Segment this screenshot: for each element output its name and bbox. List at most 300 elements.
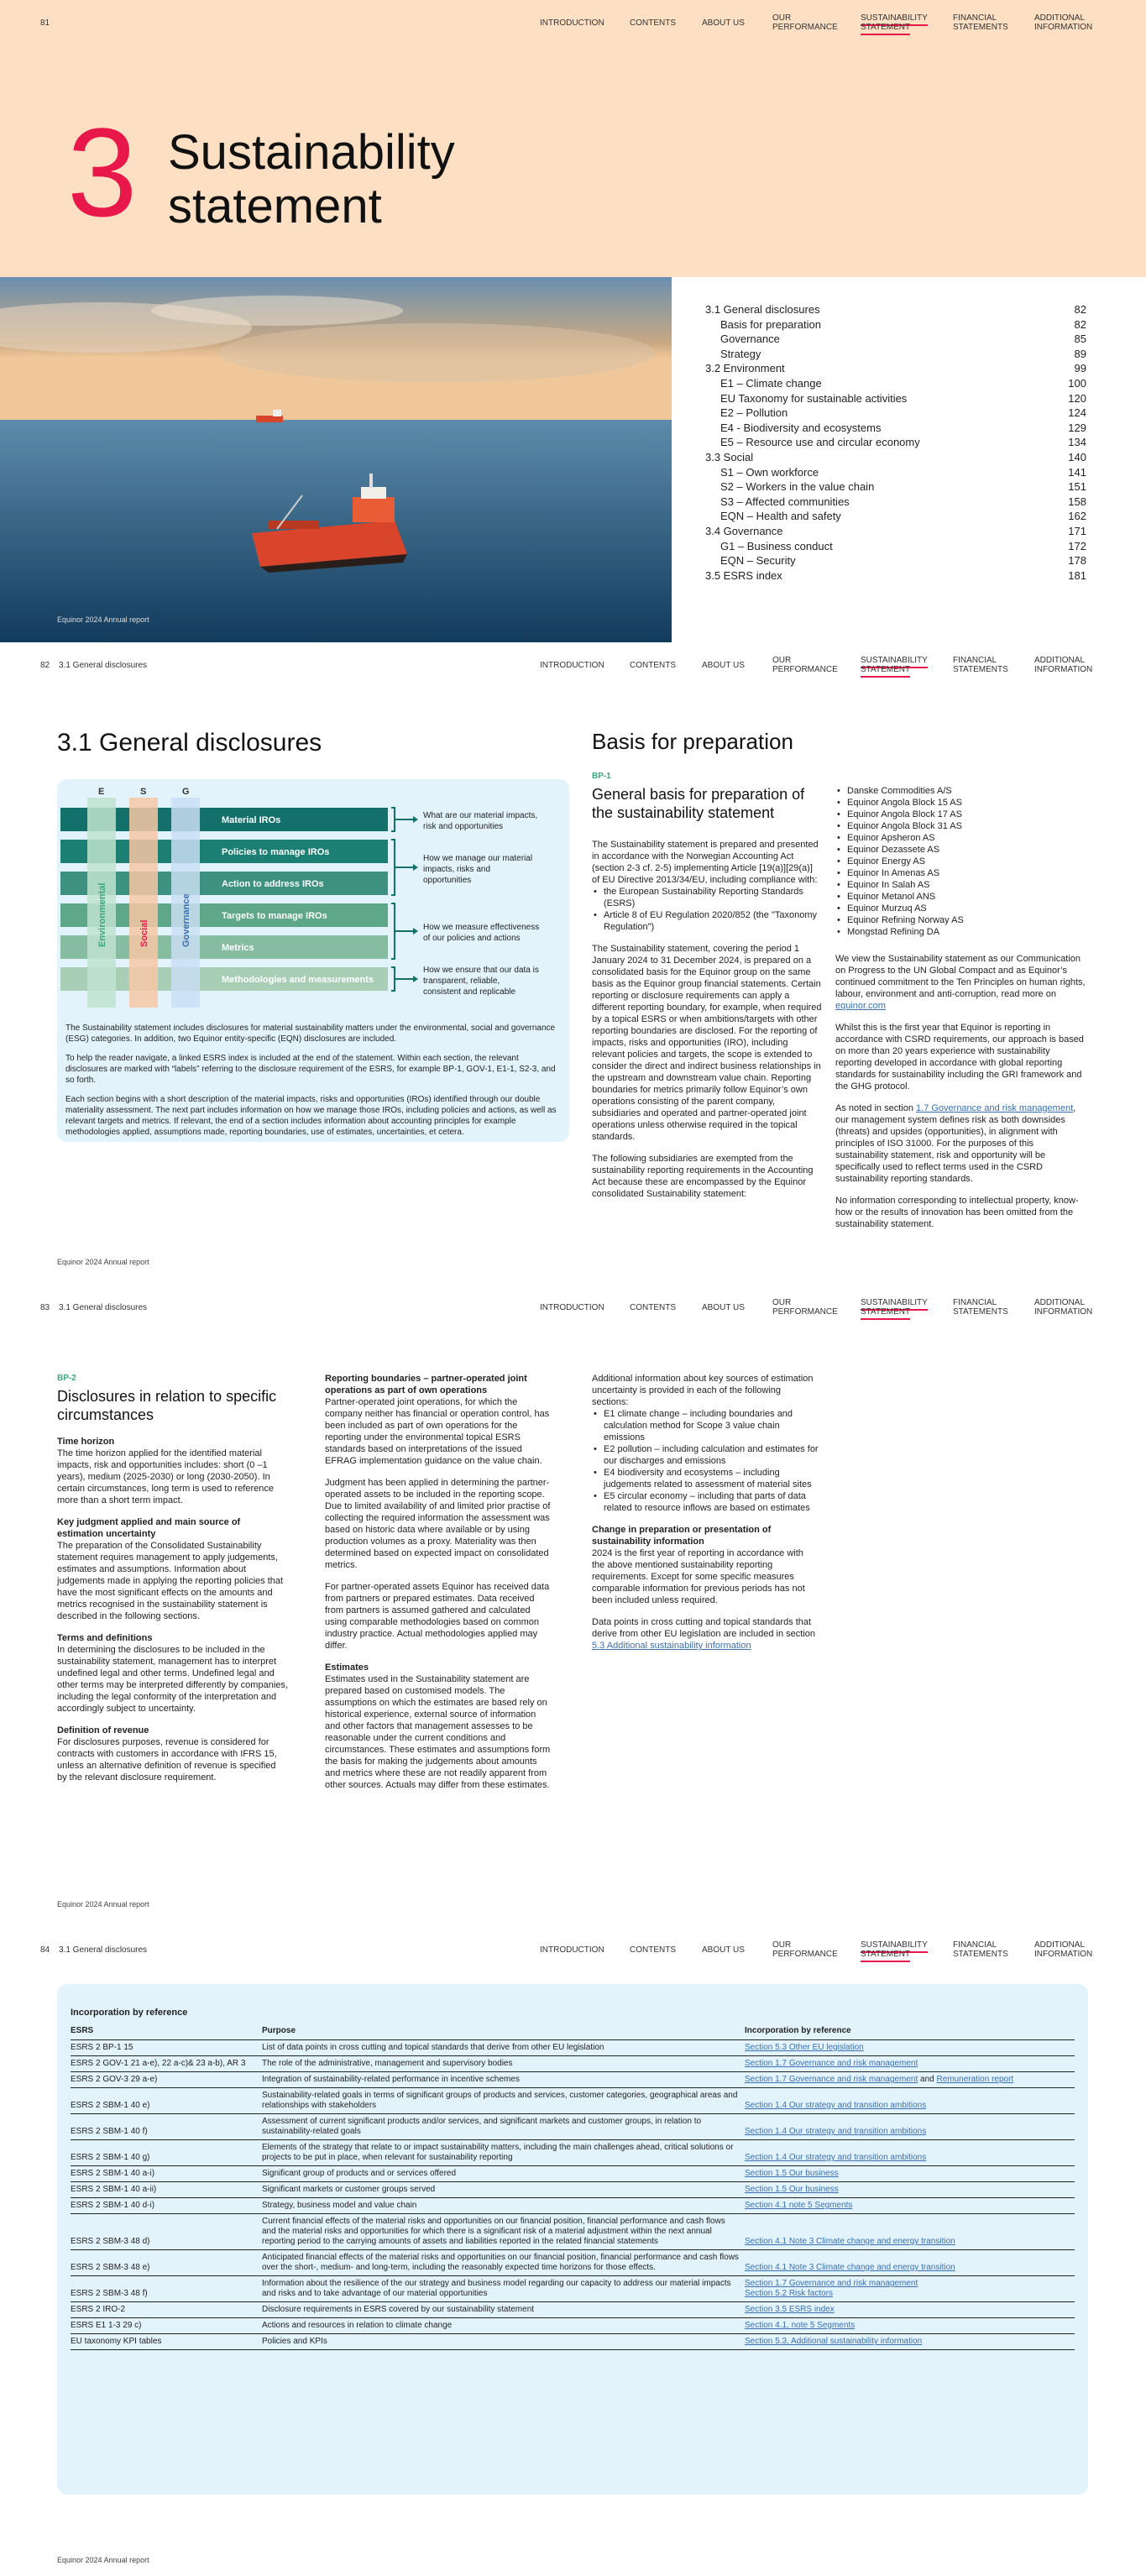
toc-page: 171	[1068, 524, 1086, 537]
nav-label-line: INFORMATION	[1034, 665, 1093, 674]
reference-link[interactable]: Section 1.4 Our strategy and transition ambitions	[745, 2153, 927, 2162]
nav-label-line: STATEMENTS	[953, 1950, 1008, 1959]
esrs-cell: ESRS 2 GOV-1 21 a-e), 22 a-c)& 23 a-b), AR 3	[71, 2056, 262, 2072]
photo-caption: Equinor 2024 Annual report	[57, 615, 149, 624]
toc-entry[interactable]	[705, 361, 1086, 376]
nav-item-4[interactable]	[772, 1940, 838, 1959]
column-letter: E	[98, 787, 105, 797]
toc-page: 151	[1068, 480, 1086, 494]
nav-item-4[interactable]	[772, 1298, 838, 1317]
toc-page: 140	[1068, 450, 1086, 463]
column-letter: G	[182, 787, 190, 797]
disclosure-tag: BP-1	[592, 772, 611, 781]
bp2-subheading: Disclosures in relation to specific circumstances	[57, 1388, 277, 1423]
nav-item-label	[861, 1940, 928, 1962]
nav-item-label	[1034, 13, 1092, 32]
esrs-cell: ESRS 2 SBM-1 40 g)	[71, 2140, 262, 2166]
reference-link[interactable]: Section 1.7 Governance and risk management	[745, 2075, 918, 2084]
reference-link[interactable]: Section 4.1 note 5 Segments	[745, 2201, 853, 2210]
bp-subheading: General basis for preparation of the sustainability statement	[592, 786, 805, 821]
reference-cell	[745, 2276, 1075, 2302]
toc-page: 181	[1068, 568, 1086, 582]
nav-label-line: INTRODUCTION	[540, 1303, 604, 1312]
bullet-item: • Article 8 of EU Regulation 2020/852 (the "Taxonomy Regulation")	[592, 909, 823, 933]
toc-label: Governance	[720, 332, 780, 346]
purpose-cell: Information about the resilience of the our strategy and business model regarding our capacity to address our material impacts and risks and to take advantage of our material opportunities	[262, 2276, 745, 2302]
nav-label-line: ABOUT US	[702, 1945, 745, 1955]
arrow-icon	[413, 928, 418, 935]
nav-item-label	[702, 18, 745, 28]
diagram-bar-label: Methodologies and measurements	[222, 975, 374, 985]
reference-cell	[745, 2072, 1075, 2088]
footer: Equinor 2024 Annual report	[57, 1900, 149, 1908]
c1-paragraph: For disclosures purposes, revenue is considered for contracts with customers in accordance with IFRS 15, unless an alternative definition of revenue is specified by the relevant disclosure requirement.	[57, 1737, 277, 1783]
toc-entry[interactable]	[705, 539, 1086, 554]
nav-item-label	[630, 1303, 676, 1312]
table-row	[71, 2334, 1075, 2350]
table-of-contents	[705, 302, 1086, 583]
diagram-question: How we measure effectiveness of our policies and actions	[423, 923, 540, 943]
nav-item-label	[861, 1298, 928, 1320]
section-label: 3.1 General disclosures	[59, 661, 148, 670]
nav-item-label	[772, 1940, 838, 1959]
diagram-bar-label: Metrics	[222, 943, 254, 953]
r-paragraph: Whilst this is the first year that Equinor is reporting in accordance with CSRD requirements, our approach is based on more than 20 years experience with sustainability reporting developed in accordance with global reporting standards for sustainability including the GRI framework and the GHG protocol.	[835, 1023, 1084, 1092]
toc-entry[interactable]	[705, 465, 1086, 480]
table-row	[71, 2088, 1075, 2114]
c1-paragraph: In determining the disclosures to be included in the sustainability statement, management has to interpret undefined legal and other terms. Undefined legal and other terms may be interpreted differently by companies, including the legal conformity of the interpretation and accordingly subject to uncertainty.	[57, 1645, 288, 1714]
purpose-cell: Strategy, business model and value chain	[262, 2198, 745, 2214]
toc-entry[interactable]	[705, 479, 1086, 495]
subsidiary-item: • Equinor Metanol ANS	[835, 891, 1087, 903]
toc-label: 3.1 General disclosures	[705, 303, 820, 316]
r-paragraph: We view the Sustainability statement as our Communication on Progress to the UN Global Compact and as Equinor’s continued commitment to the Ten Principles on human rights, labour, environment and anti-corruption, read more on equinor.com	[835, 954, 1086, 1011]
page-81	[0, 0, 1146, 642]
page-number: 82	[40, 661, 50, 670]
diagram-bar-label: Material IROs	[222, 815, 281, 825]
reference-cell	[745, 2140, 1075, 2166]
toc-entry[interactable]	[705, 332, 1086, 347]
top-nav	[0, 642, 1146, 688]
nav-item-3[interactable]	[702, 18, 745, 28]
c2-paragraph: Partner-operated joint operations, for which the company neither has financial or operation control, has been included as part of own operations for the reporting under the environmental topical ESRS standards based on interpretations of the issued EFRAG implementation guidance on the value chain.	[325, 1397, 550, 1466]
nav-item-4[interactable]	[772, 13, 838, 32]
toc-entry[interactable]	[705, 406, 1086, 421]
nav-item-label	[953, 1940, 1008, 1959]
subsidiary-item: • Equinor Angola Block 31 AS	[835, 820, 1087, 832]
purpose-cell: Elements of the strategy that relate to or impact sustainability matters, including the main challenges ahead, critical solutions or projects to be put in place, when relevant for sustainability reporting	[262, 2140, 745, 2166]
page-84	[0, 1927, 1146, 2576]
nav-label-line: STATEMENT	[861, 23, 911, 32]
table-row	[71, 2140, 1075, 2166]
c3-paragraph: Data points in cross cutting and topical standards that derive from other EU legislation are included in section 5.3 Additional sustainability information	[592, 1617, 815, 1651]
nav-label-line: OUR	[772, 656, 792, 665]
page-83	[0, 1285, 1146, 1927]
reference-cell	[745, 2334, 1075, 2350]
toc-label: EQN – Health and safety	[720, 510, 841, 523]
nav-item-2[interactable]	[630, 18, 676, 28]
nav-label-line: INTRODUCTION	[540, 1945, 604, 1955]
nav-item-label	[1034, 1298, 1092, 1317]
reference-cell	[745, 2214, 1075, 2250]
bp-paragraph: The Sustainability statement, covering the period 1 January 2024 to 31 December 2024, is prepared on a consolidated basis for the Equinor group on the same basis as the Equinor group financial statements. Certain reporting or disclosure requirements can apply a different reporting boundary, for example, when required by a topical ESRS or when ambitions/targets with other reporting boundaries are disclosed. For the reporting of impacts, risks and opportunities (IRO), including relevant policies and targets, the scope is extended to consider the direct and indirect business relationships in the upstream and downstream value chain. Reporting boundaries for metrics primarily follow Equinor’s own operations consisting of the parent company, subsidiaries and operated and partner-operated joint operations unless otherwise required in the topical standards.	[592, 944, 822, 1142]
nav-label-line: OUR	[772, 1298, 792, 1307]
reference-link[interactable]: Section 4.1 Note 3 Climate change and energy transition	[745, 2237, 955, 2246]
c1-heading: Terms and definitions	[57, 1633, 153, 1643]
nav-item-label	[540, 18, 604, 28]
change-heading: Change in preparation or presentation of sustainability information	[592, 1525, 772, 1547]
reference-link[interactable]: Section 1.7 Governance and risk management	[745, 2059, 918, 2068]
section-label: 3.1 General disclosures	[59, 1945, 148, 1955]
table-row	[71, 2318, 1075, 2334]
page-number: 81	[40, 18, 50, 28]
toc-label: EU Taxonomy for sustainable activities	[720, 391, 908, 405]
purpose-cell: Disclosure requirements in ESRS covered by our sustainability statement	[262, 2302, 745, 2318]
nav-label-line: SUSTAINABILITY	[861, 13, 928, 23]
nav-item-label	[772, 1298, 838, 1317]
diagram-question: How we ensure that our data is transparent, reliable, consistent and replicable	[423, 966, 539, 997]
toc-label: 3.2 Environment	[705, 362, 785, 375]
toc-entry[interactable]	[705, 421, 1086, 436]
nav-label-line: STATEMENTS	[953, 665, 1008, 674]
nav-label-line: ABOUT US	[702, 1303, 745, 1312]
reference-link[interactable]: Section 1.5 Our business	[745, 2185, 839, 2194]
toc-label: Strategy	[720, 347, 761, 360]
nav-label-line: FINANCIAL	[953, 13, 997, 23]
nav-label-line: ADDITIONAL	[1034, 1298, 1086, 1307]
diagram-bar-label: Targets to manage IROs	[222, 911, 327, 921]
footer: Equinor 2024 Annual report	[57, 1258, 149, 1266]
esg-diagram	[57, 779, 569, 1023]
purpose-cell: Significant markets or customer groups served	[262, 2182, 745, 2198]
nav-label-line: CONTENTS	[630, 1303, 676, 1312]
table-row	[71, 2198, 1075, 2214]
subsidiary-item: • Equinor In Salah AS	[835, 879, 1087, 891]
reference-cell	[745, 2166, 1075, 2182]
toc-entry[interactable]	[705, 509, 1086, 524]
page-82	[0, 642, 1146, 1285]
nav-label-line: CONTENTS	[630, 1945, 676, 1955]
nav-label-line: ABOUT US	[702, 661, 745, 670]
nav-item-7[interactable]	[1034, 13, 1092, 32]
subsidiary-item: • Equinor Apsheron AS	[835, 832, 1087, 844]
esrs-cell: ESRS 2 SBM-1 40 a-ii)	[71, 2182, 262, 2198]
esrs-cell: ESRS 2 SBM-1 40 f)	[71, 2114, 262, 2140]
nav-item-label	[861, 13, 928, 35]
col-header: Purpose	[262, 2023, 745, 2040]
esrs-cell: ESRS 2 SBM-1 40 e)	[71, 2088, 262, 2114]
reference-link[interactable]: Section 4.1 Note 3 Climate change and energy transition	[745, 2263, 955, 2272]
toc-entry[interactable]	[705, 495, 1086, 510]
toc-page: 85	[1074, 332, 1086, 346]
nav-label-line: FINANCIAL	[953, 1940, 997, 1950]
bp-heading: Basis for preparation	[592, 729, 793, 754]
reference-cell	[745, 2250, 1075, 2276]
column-label: Governance	[181, 893, 191, 947]
esrs-cell: EU taxonomy KPI tables	[71, 2334, 262, 2350]
toc-page: 134	[1068, 436, 1086, 449]
section-label: 3.1 General disclosures	[59, 1303, 148, 1312]
nav-item-3[interactable]	[702, 1945, 745, 1955]
disclosure-tag: BP-2	[57, 1374, 76, 1383]
toc-entry[interactable]	[705, 302, 1086, 317]
bracket	[391, 903, 413, 959]
arrow-icon	[413, 976, 418, 982]
c3-paragraph: Additional information about key sources of estimation uncertainty is provided in each of the following sections:	[592, 1374, 814, 1407]
toc-page: 82	[1074, 317, 1086, 331]
subsidiary-item: • Danske Commodities A/S	[835, 785, 1087, 797]
nav-item-label	[953, 1298, 1008, 1317]
bullet-item: • the European Sustainability Reporting Standards (ESRS)	[592, 886, 823, 909]
nav-item-1[interactable]	[540, 1945, 604, 1955]
nav-label-line: ADDITIONAL	[1034, 1940, 1086, 1950]
bracket	[391, 840, 413, 895]
subsidiary-item: • Equinor Refining Norway AS	[835, 914, 1087, 926]
nav-label-line: OUR	[772, 13, 792, 23]
toc-label: G1 – Business conduct	[720, 539, 833, 552]
toc-entry[interactable]	[705, 450, 1086, 465]
subsidiary-item: • Equinor Dezassete AS	[835, 844, 1087, 856]
toc-entry[interactable]	[705, 376, 1086, 391]
reference-cell	[745, 2088, 1075, 2114]
reference-cell	[745, 2114, 1075, 2140]
toc-entry[interactable]	[705, 317, 1086, 332]
c2-paragraph: Estimates used in the Sustainability statement are prepared based on customised models. The assumptions on which the estimates are based rely on historical experience, external source of information and other factors that management assesses to be reasonable under the current conditions and circumstances. These estimates and assumptions form the basis for making the judgements about amounts and metrics where these are not readily apparent from other sources. Actuals may differ from these estimates.	[325, 1674, 551, 1790]
nav-label-line: FINANCIAL	[953, 656, 997, 665]
bullet-item: • E2 pollution – including calculation and estimates for our discharges and emissions	[592, 1443, 819, 1467]
nav-item-2[interactable]	[630, 1303, 676, 1312]
nav-item-6[interactable]	[953, 13, 1008, 32]
nav-label-line: STATEMENT	[861, 665, 911, 674]
reference-cell	[745, 2318, 1075, 2334]
reference-cell	[745, 2182, 1075, 2198]
nav-label-line: INTRODUCTION	[540, 18, 604, 28]
col-header: Incorporation by reference	[745, 2023, 1075, 2040]
toc-label: S3 – Affected communities	[720, 495, 850, 508]
column-label: Social	[139, 919, 149, 947]
c2-heading: Reporting boundaries – partner-operated joint operations as part of own operations	[325, 1374, 527, 1395]
toc-page: 99	[1074, 362, 1086, 375]
r-paragraph: As noted in section 1.7 Governance and risk management, our management system defines risk as both downsides (threats) and upsides (opportunities), in alignment with principles of ISO 31000. For the purposes of this sustainability statement, risk and opportunity will be specifically used to reflect terms used in the CSRD sustainability reporting standards.	[835, 1103, 1076, 1184]
nav-item-5[interactable]	[861, 656, 928, 674]
c1-heading: Time horizon	[57, 1437, 115, 1447]
toc-label: S1 – Own workforce	[720, 465, 819, 479]
c1-heading: Definition of revenue	[57, 1725, 149, 1736]
nav-item-2[interactable]	[630, 1945, 676, 1955]
toc-label: 3.3 Social	[705, 450, 754, 463]
purpose-cell: Integration of sustainability-related performance in incentive schemes	[262, 2072, 745, 2088]
nav-item-5[interactable]	[861, 1298, 928, 1317]
nav-item-label	[540, 1945, 604, 1955]
toc-page: 172	[1068, 539, 1086, 552]
c1-heading: Key judgment applied and main source of estimation uncertainty	[57, 1517, 241, 1539]
diagram-panel	[57, 779, 569, 1142]
reference-panel	[57, 1984, 1088, 2495]
page-number: 83	[40, 1303, 50, 1312]
estimates-heading: Estimates	[325, 1662, 369, 1673]
diagram-bar-label: Policies to manage IROs	[222, 847, 330, 857]
nav-label-line: ABOUT US	[702, 18, 745, 28]
bp-paragraph: The following subsidiaries are exempted from the sustainability reporting requirements in the Accounting Act because these are encompassed by the Equinor consolidated Sustainability statement:	[592, 1154, 814, 1199]
nav-item-label	[702, 1945, 745, 1955]
section-heading: 3.1 General disclosures	[57, 729, 322, 757]
toc-label: E4 - Biodiversity and ecosystems	[720, 421, 882, 434]
page-number: 84	[40, 1945, 50, 1955]
footer: Equinor 2024 Annual report	[57, 2556, 149, 2564]
reference-table	[71, 2023, 1075, 2350]
vessel-photo	[0, 277, 672, 642]
reference-link[interactable]: Section 1.7 Governance and risk management	[745, 2279, 918, 2288]
esrs-cell: ESRS 2 GOV-3 29 a-e)	[71, 2072, 262, 2088]
purpose-cell: List of data points in cross cutting and topical standards that derive from other EU legislation	[262, 2040, 745, 2056]
toc-entry[interactable]	[705, 391, 1086, 406]
subsidiary-item: • Equinor Murzuq AS	[835, 903, 1087, 914]
nav-item-2[interactable]	[630, 661, 676, 670]
purpose-cell: Current financial effects of the material risks and opportunities on our financial position, financial performance and cash flows and the material risks and opportunities for which there is a significant risk of a material adjustment within the next annual reporting period to the carrying amounts of assets and liabilities reported in the related financial statements	[262, 2214, 745, 2250]
panel-paragraph: Each section begins with a short description of the material impacts, risks and opportunities (IROs) identified through our double materiality assessment. The next part includes information on how we manage those IROs, including policies and actions, as well as relevant targets and metrics. If relevant, the end of a section includes information about accounting principles for example methodologies applied, assumptions made, reporting boundaries, use of estimates, uncertainties, et cetera.	[65, 1095, 557, 1137]
toc-label: E2 – Pollution	[720, 406, 788, 420]
toc-page: 162	[1068, 510, 1086, 523]
toc-page: 82	[1074, 303, 1086, 316]
nav-item-6[interactable]	[953, 656, 1008, 674]
toc-label: 3.5 ESRS index	[705, 568, 782, 582]
subsidiary-item: • Equinor In Amenas AS	[835, 867, 1087, 879]
nav-item-label	[630, 661, 676, 670]
toc-label: S2 – Workers in the value chain	[720, 480, 875, 494]
reference-cell	[745, 2056, 1075, 2072]
esrs-cell: ESRS 2 SBM-3 48 d)	[71, 2214, 262, 2250]
nav-label-line: INFORMATION	[1034, 1950, 1093, 1959]
table-row	[71, 2182, 1075, 2198]
nav-item-label	[861, 656, 928, 678]
toc-page: 129	[1068, 421, 1086, 434]
nav-item-label	[540, 661, 604, 670]
nav-item-6[interactable]	[953, 1940, 1008, 1959]
toc-label: EQN – Security	[720, 554, 796, 568]
equinor-link[interactable]: equinor.com	[835, 1001, 886, 1011]
nav-label-line: INFORMATION	[1034, 1307, 1093, 1317]
toc-page: 120	[1068, 391, 1086, 405]
nav-item-1[interactable]	[540, 1303, 604, 1312]
nav-item-3[interactable]	[702, 1303, 745, 1312]
table-row	[71, 2056, 1075, 2072]
panel-paragraph: To help the reader navigate, a linked ESRS index is included at the end of the statement. Within each section, the relevant disclosures are marked with “labels” referring to the disclosure requirement of the ESRS, for example BP-1, GOV-1, E1-1, S2-3, and so forth.	[65, 1054, 556, 1085]
nav-item-3[interactable]	[702, 661, 745, 670]
subsidiary-item: • Mongstad Refining DA	[835, 926, 1087, 938]
governance-link[interactable]: 1.7 Governance and risk management	[916, 1103, 1074, 1113]
additional-info-link[interactable]: 5.3 Additional sustainability information	[592, 1641, 751, 1651]
nav-label-line: SUSTAINABILITY	[861, 1940, 928, 1950]
toc-entry[interactable]	[705, 435, 1086, 450]
toc-entry[interactable]	[705, 524, 1086, 539]
panel-paragraph: The Sustainability statement includes disclosures for material sustainability matters under the environmental, social and governance (ESG) categories. In addition, two Equinor entity-specific (EQN) disclosures are included.	[65, 1024, 556, 1044]
toc-label: 3.4 Governance	[705, 524, 783, 537]
nav-item-6[interactable]	[953, 1298, 1008, 1317]
purpose-cell: Policies and KPIs	[262, 2334, 745, 2350]
reference-link[interactable]: Section 1.5 Our business	[745, 2169, 839, 2178]
nav-item-1[interactable]	[540, 18, 604, 28]
nav-item-label	[540, 1303, 604, 1312]
nav-label-line: STATEMENTS	[953, 23, 1008, 32]
column-letter: S	[140, 787, 147, 797]
bracket	[391, 808, 413, 831]
diagram-question: How we manage our material impacts, risks and opportunities	[423, 854, 533, 885]
nav-item-7[interactable]	[1034, 1940, 1092, 1959]
diagram-bar-label: Action to address IROs	[222, 879, 324, 889]
nav-item-label	[702, 1303, 745, 1312]
reference-link[interactable]: Section 1.4 Our strategy and transition ambitions	[745, 2101, 927, 2110]
table-row	[71, 2166, 1075, 2182]
toc-page: 100	[1068, 376, 1086, 390]
table-row	[71, 2114, 1075, 2140]
top-nav	[0, 1285, 1146, 1330]
toc-label: E5 – Resource use and circular economy	[720, 436, 920, 449]
esrs-cell: ESRS E1 1-3 29 c)	[71, 2318, 262, 2334]
esrs-cell: ESRS 2 SBM-3 48 e)	[71, 2250, 262, 2276]
r-paragraph: No information corresponding to intellectual property, know-how or the results of innovation has been omitted from the sustainability statement.	[835, 1196, 1079, 1229]
reference-link[interactable]: Section 5.2 Risk factors	[745, 2289, 834, 2298]
esrs-cell: ESRS 2 SBM-3 48 f)	[71, 2276, 262, 2302]
subsidiary-item: • Equinor Angola Block 15 AS	[835, 797, 1087, 809]
nav-item-label	[1034, 656, 1092, 674]
nav-item-1[interactable]	[540, 661, 604, 670]
nav-item-7[interactable]	[1034, 1298, 1092, 1317]
esrs-cell: ESRS 2 SBM-1 40 d-i)	[71, 2198, 262, 2214]
nav-label-line: PERFORMANCE	[772, 1307, 838, 1317]
nav-label-line: PERFORMANCE	[772, 1950, 838, 1959]
nav-item-5[interactable]	[861, 1940, 928, 1959]
column-social	[129, 798, 158, 1008]
toc-entry[interactable]	[705, 568, 1086, 584]
nav-item-5[interactable]	[861, 13, 928, 32]
subsidiary-item: • Equinor Angola Block 17 AS	[835, 809, 1087, 820]
nav-item-7[interactable]	[1034, 656, 1092, 674]
nav-label-line: INFORMATION	[1034, 23, 1093, 32]
column-label: Environmental	[97, 882, 107, 947]
c3-paragraph: 2024 is the first year of reporting in accordance with the above mentioned sustainability reporting requirements. Except for some specific measures comparable information for previous periods has not been included unless required.	[592, 1548, 805, 1605]
reference-link[interactable]: Remuneration report	[936, 2075, 1014, 2084]
toc-page: 158	[1068, 495, 1086, 508]
reference-link[interactable]: Section 1.4 Our strategy and transition ambitions	[745, 2127, 927, 2136]
bracket	[391, 967, 413, 991]
table-row	[71, 2250, 1075, 2276]
nav-item-4[interactable]	[772, 656, 838, 674]
toc-page: 89	[1074, 347, 1086, 360]
reference-link[interactable]: Section 3.5 ESRS index	[745, 2305, 835, 2314]
toc-entry[interactable]	[705, 347, 1086, 362]
c2-paragraph: Judgment has been applied in determining the partner-operated assets to be included in the reporting scope. Due to limited availability of and limited prior practise of collecting the required information the assessment was based on historic data where available or by using production volumes as a proxy. Materiality was then determined based on expected impact on consolidated metrics.	[325, 1478, 551, 1570]
nav-item-label	[772, 13, 838, 32]
nav-item-label	[702, 661, 745, 670]
reference-link[interactable]: Section 4.1, note 5 Segments	[745, 2321, 856, 2330]
bp-paragraph: The Sustainability statement is prepared and presented in accordance with the Norwegian Accounting Act (section 2-3 cf. 2-5) implementing Article [19(a)][29(a)] of EU Directive 2013/34/EU, including compliance with:	[592, 840, 819, 885]
nav-label-line: SUSTAINABILITY	[861, 656, 928, 665]
nav-item-label	[630, 1945, 676, 1955]
toc-entry[interactable]	[705, 553, 1086, 568]
table-row	[71, 2276, 1075, 2302]
nav-label-line: STATEMENT	[861, 1950, 911, 1959]
top-nav	[0, 1927, 1146, 1972]
nav-item-label	[630, 18, 676, 28]
c2-paragraph: For partner-operated assets Equinor has received data from partners or prepared estimates. Data received from partners is assumed gathered and calculated using comparable methodologies based on common industry practice. Actual methodologies applied may differ.	[325, 1582, 550, 1651]
table-row	[71, 2214, 1075, 2250]
reference-link[interactable]: Section 5.3 Other EU legislation	[745, 2043, 864, 2052]
nav-label-line: CONTENTS	[630, 18, 676, 28]
col-header: ESRS	[71, 2023, 262, 2040]
reference-link[interactable]: Section 5.3, Additional sustainability information	[745, 2337, 923, 2346]
subsidiary-item: • Equinor Energy AS	[835, 856, 1087, 867]
nav-item-label	[953, 656, 1008, 674]
